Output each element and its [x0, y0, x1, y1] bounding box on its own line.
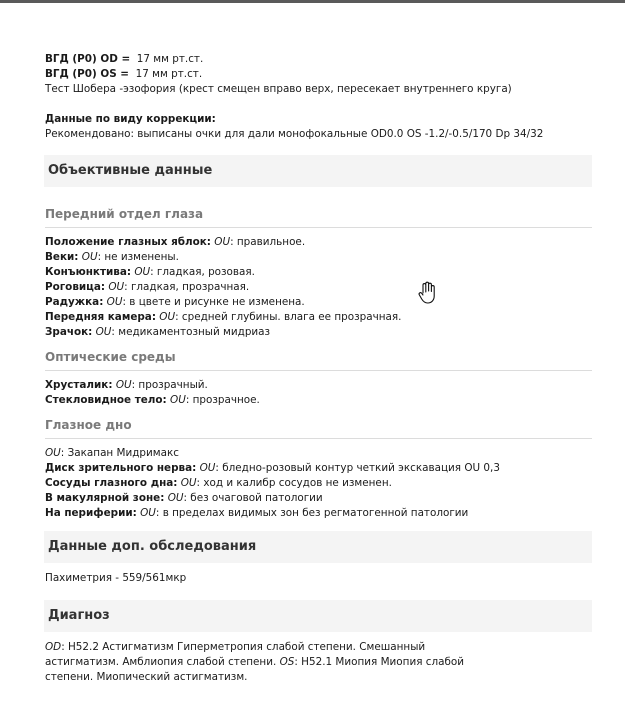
document-content [45, 52, 592, 685]
hand-cursor-icon [417, 281, 437, 305]
list-item: Сосуды глазного дна: OU: ход и калибр сосудов не изменен. [45, 477, 392, 489]
list-item: Положение глазных яблок: OU: правильное. [45, 236, 306, 248]
fundus-title: Глазное дно [45, 417, 592, 439]
schober-test: Тест Шобера -эзофория (крест смещен вправо верх, пересекает внутреннего круга) [45, 83, 512, 95]
list-item: Хрусталик: OU: прозрачный. [45, 379, 208, 391]
list-item: Стекловидное тело: OU: прозрачное. [45, 394, 260, 406]
list-item: В макулярной зоне: OU: без очаговой патологии [45, 492, 323, 504]
optical-media-list [45, 378, 592, 408]
list-item: Роговица: OU: гладкая, прозрачная. [45, 281, 250, 293]
iop-os-row [45, 67, 592, 82]
fundus-list [45, 446, 592, 521]
list-item: Веки: OU: не изменены. [45, 251, 179, 263]
iop-od-row [45, 52, 592, 67]
objective-section-header: Объективные данные [44, 155, 592, 187]
optical-media-title: Оптические среды [45, 349, 592, 371]
anterior-segment-title: Передний отдел глаза [45, 206, 592, 228]
iop-os-value: 17 мм рт.ст. [135, 68, 203, 80]
correction-heading: Данные по виду коррекции: [45, 113, 216, 125]
correction-text: Рекомендовано: выписаны очки для дали монофокальные OD0.0 OS -1.2/-0.5/170 Dp 34/32 [45, 128, 544, 140]
list-item: Конъюнктива: OU: гладкая, розовая. [45, 266, 255, 278]
list-item: Передняя камера: OU: средней глубины. влага ее прозрачная. [45, 311, 402, 323]
anterior-segment-list [45, 235, 592, 340]
list-item: OU: Закапан Мидримакс [45, 447, 179, 459]
list-item: На периферии: OU: в пределах видимых зон без регматогенной патологии [45, 507, 469, 519]
iop-od-label: ВГД (P0) OD = [45, 53, 131, 65]
diagnosis-text: OD: H52.2 Астигматизм Гиперметропия слабой степени. Смешанный астигматизм. Амблиопия слабой степени. OS: H52.1 Миопия Миопия слабой степени. Миопический астигматизм. [45, 641, 465, 683]
extra-exam-section-header: Данные доп. обследования [44, 531, 592, 563]
list-item: Зрачок: OU: медикаментозный мидриаз [45, 326, 271, 338]
window-top-border [0, 0, 625, 3]
list-item: Диск зрительного нерва: OU: бледно-розовый контур четкий экскавация OU 0,3 [45, 462, 500, 474]
iop-os-label: ВГД (P0) OS = [45, 68, 130, 80]
diagnosis-section-header: Диагноз [44, 600, 592, 632]
pachymetry-text: Пахиметрия - 559/561мкр [45, 572, 187, 584]
iop-od-value: 17 мм рт.ст. [136, 53, 204, 65]
list-item: Радужка: OU: в цвете и рисунке не изменена. [45, 296, 305, 308]
